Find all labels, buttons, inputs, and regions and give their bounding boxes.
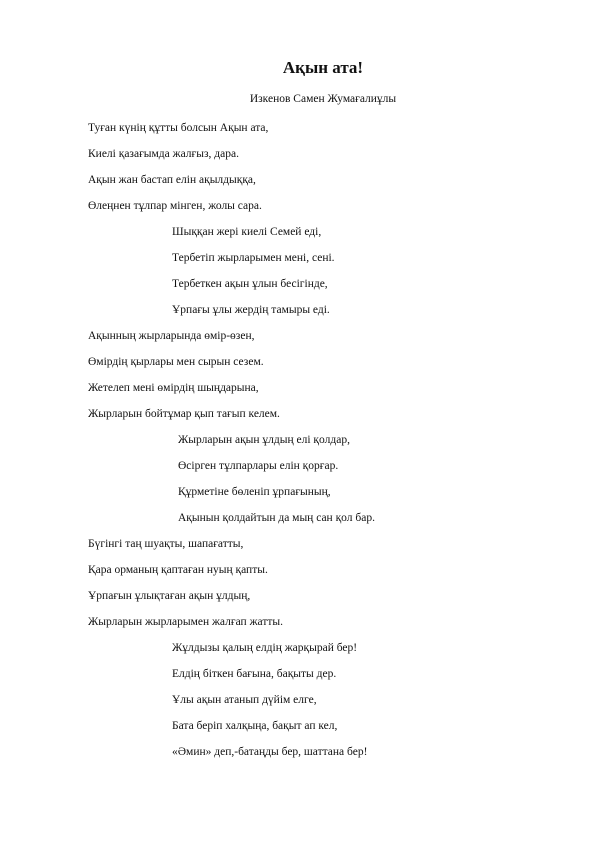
poem-line: Жырларын жырларымен жалғап жатты. xyxy=(88,616,283,628)
poem-line: «Әмин» деп,-батаңды бер, шаттана бер! xyxy=(172,746,368,758)
poem-line: Құрметіне бөленіп ұрпағының, xyxy=(178,486,331,498)
poem-title: Ақын ата! xyxy=(282,58,364,77)
poem-line: Жырларын бойтұмар қып тағып келем. xyxy=(88,408,280,420)
poem-line: Ақынын қолдайтын да мың сан қол бар. xyxy=(178,512,375,524)
poem-line: Бата беріп халқыңа, бақыт ап кел, xyxy=(172,720,338,732)
poem-line: Жұлдызы қалың елдің жарқырай бер! xyxy=(172,642,358,654)
poem-line: Өсірген тұлпарлары елін қорғар. xyxy=(178,460,339,472)
poem-line: Ұлы ақын атанып дүйім елге, xyxy=(172,694,317,706)
poem-line: Өмірдің қырлары мен сырын сезем. xyxy=(88,356,264,368)
poem-line: Елдің біткен бағына, бақыты дер. xyxy=(172,668,337,680)
poem-line: Тербетіп жырларымен мені, сені. xyxy=(172,252,335,264)
poem-line: Ақынның жырларында өмір-өзен, xyxy=(88,330,255,342)
poem-line: Киелі қазағымда жалғыз, дара. xyxy=(88,148,239,160)
poem-line: Жетелеп мені өмірдің шыңдарына, xyxy=(88,382,259,394)
poem-line: Тербеткен ақын ұлын бесігінде, xyxy=(172,278,328,290)
poem-line: Ұрпағы ұлы жердің тамыры еді. xyxy=(172,304,330,316)
poem-line: Ақын жан бастап елін ақылдыққа, xyxy=(88,174,256,186)
poem-line: Шыққан жері киелі Семей еді, xyxy=(172,226,322,238)
poem-line: Ұрпағын ұлықтаған ақын ұлдың, xyxy=(88,590,251,602)
poem-line: Жырларын ақын ұлдың елі қолдар, xyxy=(178,434,350,446)
poem-line: Өлеңнен тұлпар мінген, жолы сара. xyxy=(88,200,262,212)
poem-line: Туған күнің құтты болсын Ақын ата, xyxy=(88,122,269,134)
poem-line: Қара орманың қаптаған нуың қапты. xyxy=(88,564,268,576)
poem-line: Бүгінгі таң шуақты, шапағатты, xyxy=(88,538,244,550)
poem-author: Изкенов Самен Жумағалиұлы xyxy=(249,93,397,105)
